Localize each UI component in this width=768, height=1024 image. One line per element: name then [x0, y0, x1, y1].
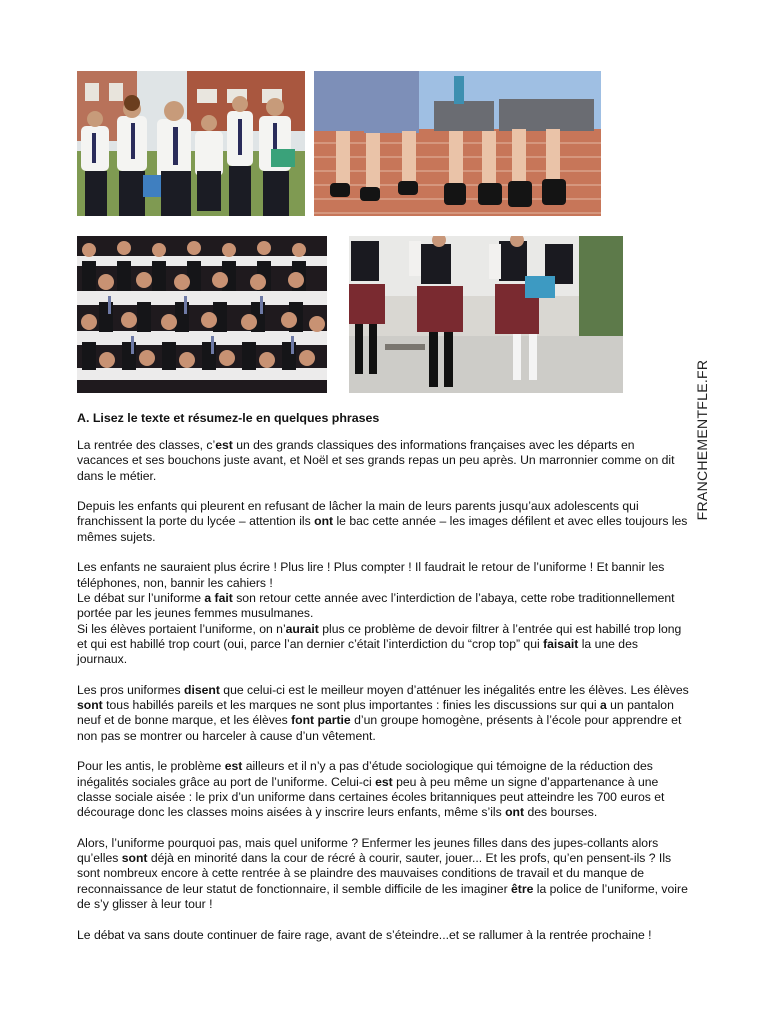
exercise-heading: A. Lisez le texte et résumez-le en quelques phrases [77, 411, 380, 425]
girls-walking-photo [349, 236, 623, 393]
legs-on-wall-photo [314, 71, 601, 216]
site-watermark-text: FRANCHEMENTFLE.FR [694, 359, 710, 521]
students-uniform-photo [77, 71, 305, 216]
bold-verb: disent [184, 682, 220, 697]
bold-verb: font partie [291, 713, 351, 728]
bold-verb: faisait [543, 636, 579, 651]
bold-verb: sont [121, 851, 148, 866]
bold-verb: a fait [204, 590, 233, 605]
bold-verb: sont [77, 698, 103, 713]
paragraph-4: Les pros uniformes disent que celui-ci est le meilleur moyen d’atténuer les inégalités entre les élèves. Les élèves sont tous habillés pareils et les marques ne sont plus importantes : finies les discussions sur qui a un pantalon neuf et de bonne marque, et les élèves font partie d’un groupe homogène, présents à l’école pour apprendre et non pas se montrer ou harceler à cause d’un vêtement. [77, 682, 689, 743]
bold-verb: ont [314, 514, 334, 529]
paragraph-1: La rentrée des classes, c’est un des grands classiques des informations françaises avec les départs en vacances et ses bouchons juste avant, et Noël et ses grands repas un peu après. Un marronnier comme on dit dans le métier. [77, 438, 675, 483]
bold-verb: est [215, 438, 233, 452]
paragraph-3: Les enfants ne sauraient plus écrire ! Plus lire ! Plus compter ! Il faudrait le retour de l’uniforme ! Et bannir les téléphones, non, bannir les cahiers ! Le débat sur l’uniforme a fait son retour cette année avec l’interdiction de l’abaya, cette robe traditionnellement portée par les jeunes femmes musulmanes. Si les élèves portaient l’uniforme, on n’aurait plus ce problème de devoir filtrer à l’entrée qui est habillé trop long et qui est habillé trop court (oui, parce l’an dernier c’était l’interdiction du “crop top” qui faisait la une des journaux. [77, 560, 682, 667]
site-watermark [690, 360, 714, 520]
paragraph-6: Alors, l’uniforme pourquoi pas, mais quel uniforme ? Enfermer les jeunes filles dans des jupes-collants alors qu’elles sont déjà en minorité dans la cour de récré à courir, sauter, jouer... Et les profs, qu’en pensent-ils ? Ils sont nombreux encore à cette rentrée à se plaindre des mauvaises conditions de travail et du manque de reconnaissance de leur statut de fonctionnaire, il semble difficile de les imaginer être la police de l’uniforme, voire de s’y glisser à leur tour ! [77, 835, 688, 911]
bold-verb: a [599, 698, 607, 713]
crowd-students-photo [77, 236, 327, 393]
article-body [77, 438, 689, 943]
bold-verb: aurait [285, 621, 319, 636]
bold-verb: ont [505, 805, 525, 820]
article [77, 411, 689, 958]
paragraph-5: Pour les antis, le problème est ailleurs et il n’y a pas d’étude sociologique qui témoigne de la réduction des inégalités sociales grâce au port de l’uniforme. Celui-ci est peu à peu même un signe d’appartenance à une classe sociale aisée : le prix d’un uniforme dans certaines écoles britanniques peut atteindre les 700 euros et décourage donc les classes moins aisées à y inscrire leurs enfants, même s’ils ont des bourses. [77, 759, 665, 820]
paragraph-7: Le débat va sans doute continuer de faire rage, avant de s’éteindre...et se rallumer à la rentrée prochaine ! [77, 927, 652, 942]
bold-verb: est [224, 759, 243, 774]
paragraph-2: Depuis les enfants qui pleurent en refusant de lâcher la main de leurs parents jusqu’aux adolescents qui franchissent la porte du lycée – attention ils ont le bac cette année – les images défilent et avec elles toujours les mêmes sujets. [77, 499, 688, 544]
bold-verb: être [511, 881, 534, 896]
bold-verb: est [375, 774, 393, 789]
